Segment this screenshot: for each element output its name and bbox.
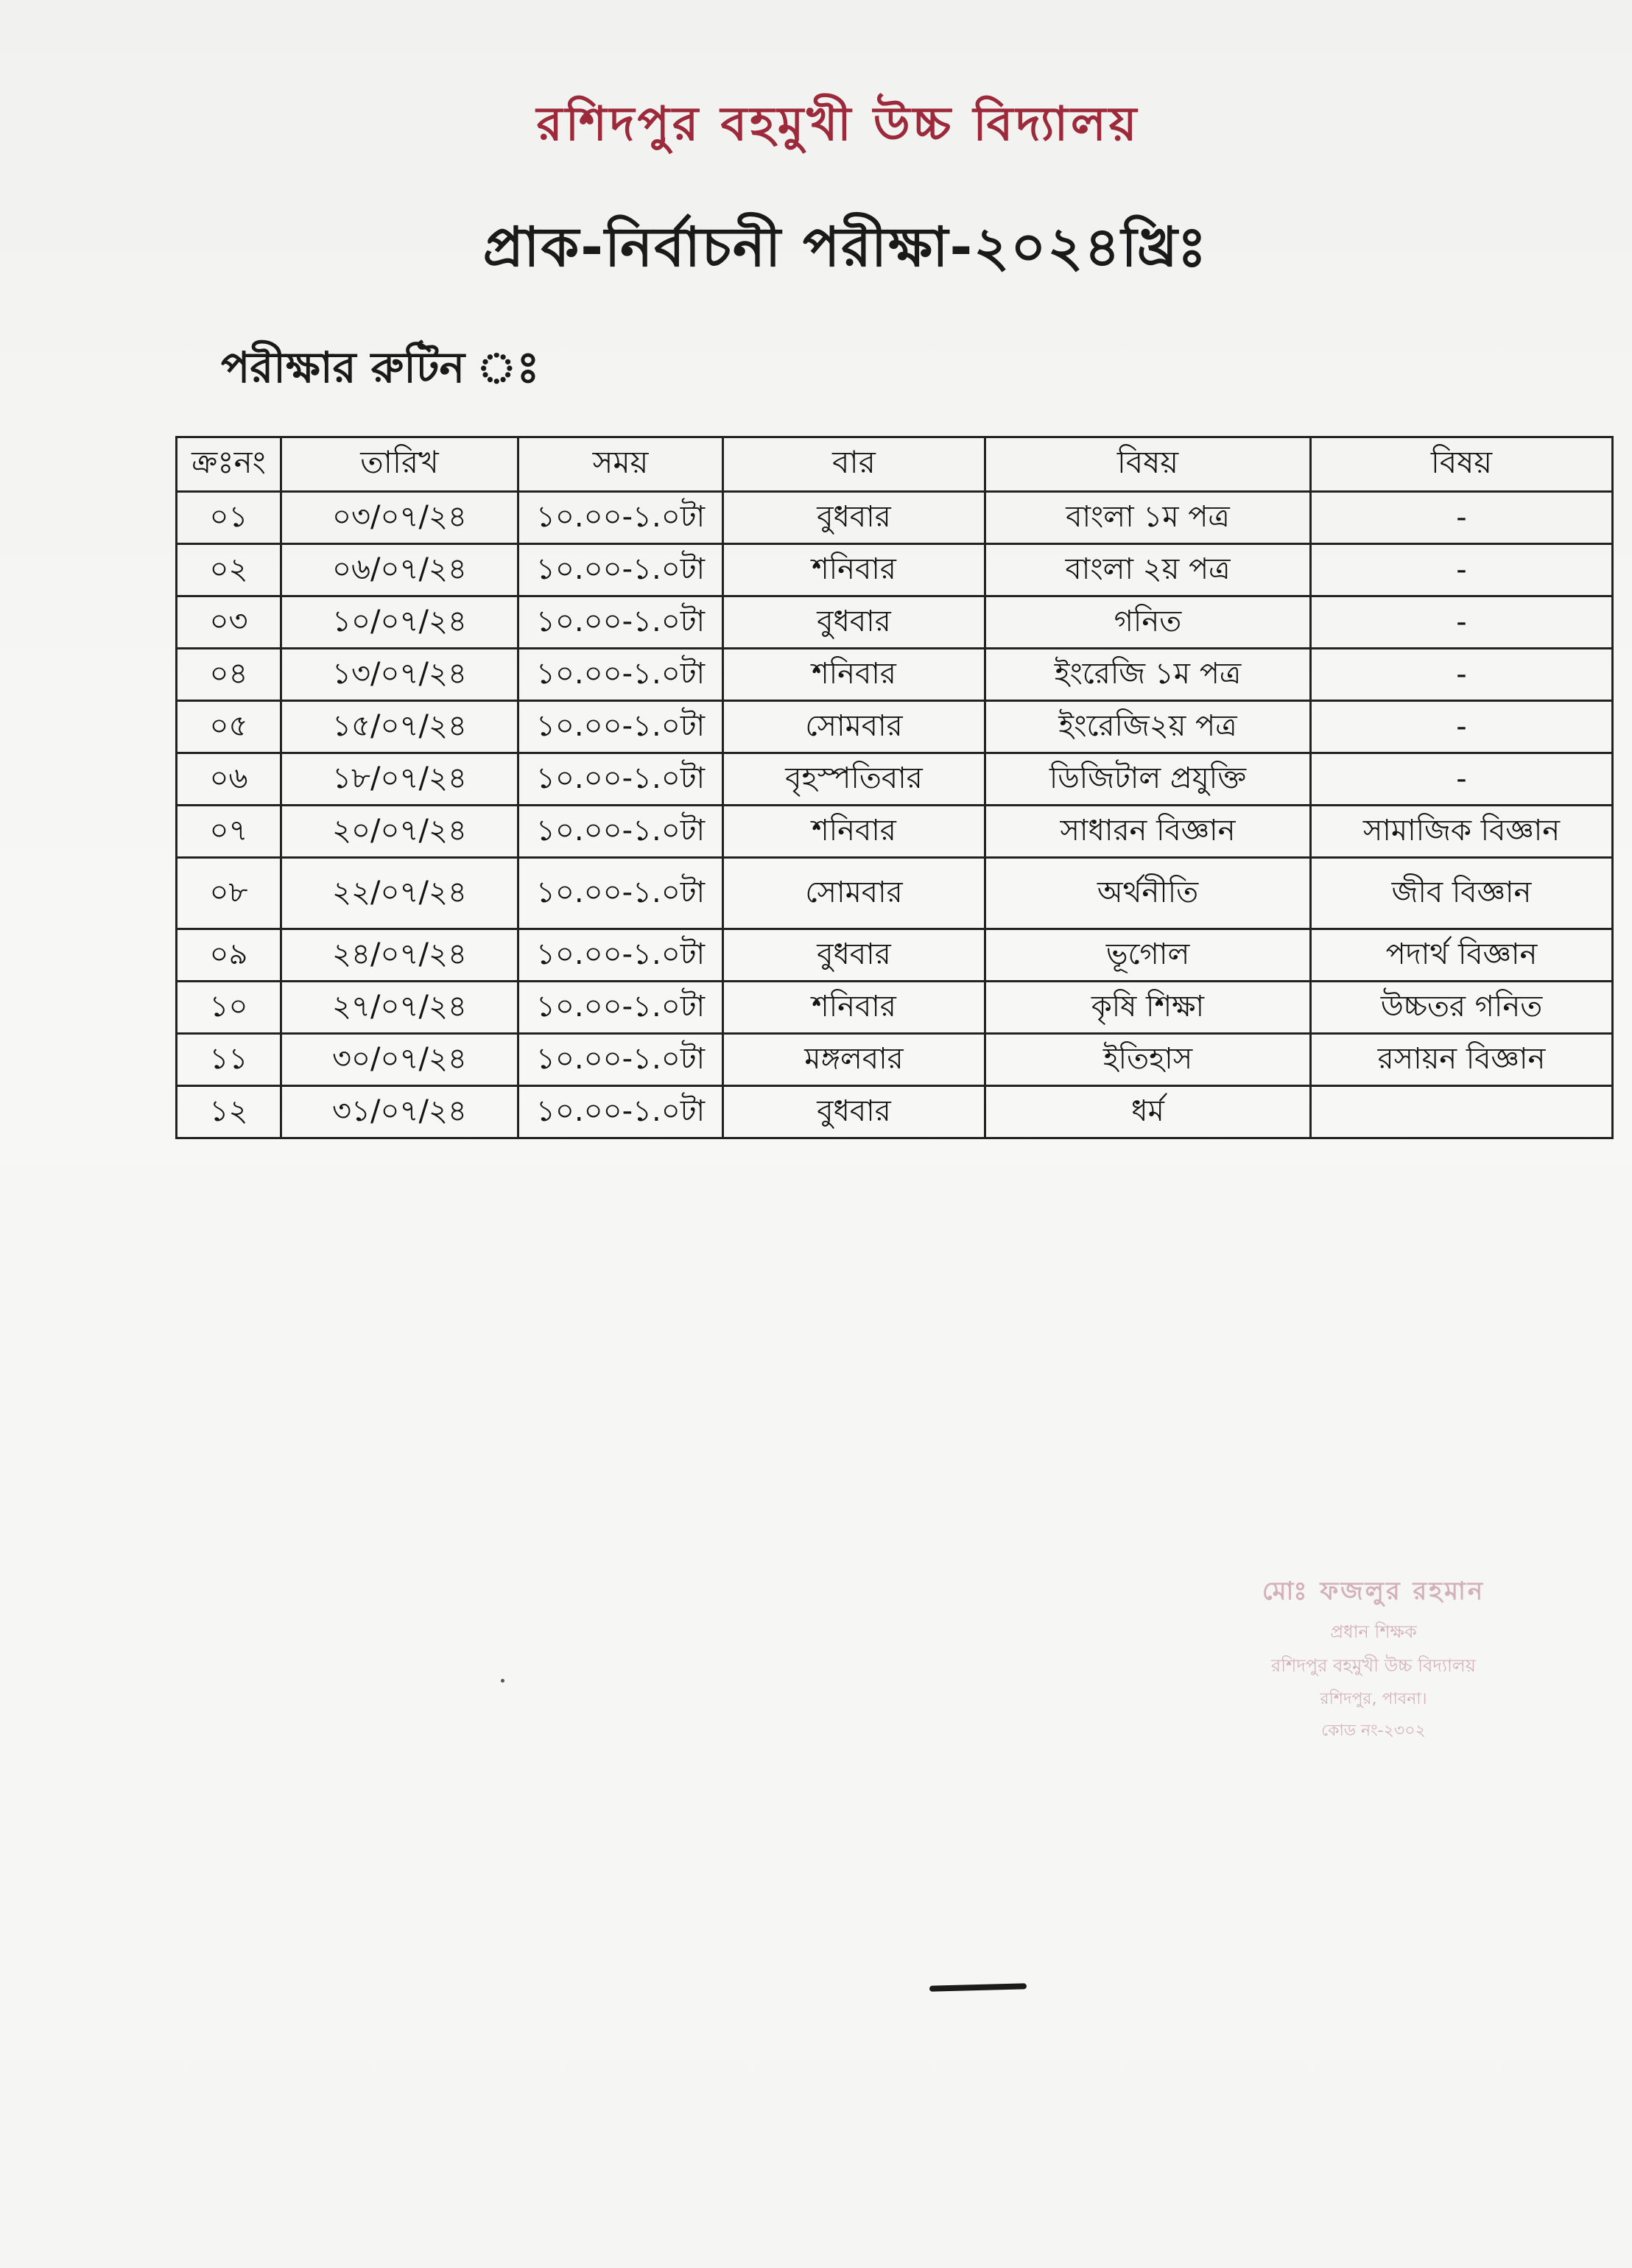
cell-subject-2: জীব বিজ্ঞান [1311,858,1613,929]
cell-subject-1: কৃষি শিক্ষা [985,982,1311,1034]
cell-serial: ০৭ [177,806,281,858]
cell-serial: ১১ [177,1034,281,1086]
table-row [177,701,1613,753]
school-name: রশিদপুর বহমুখী উচ্চ বিদ্যালয় [536,97,1140,152]
cell-subject-2: রসায়ন বিজ্ঞান [1311,1034,1613,1086]
cell-serial: ০৮ [177,858,281,929]
exam-title: প্রাক-নির্বাচনী পরীক্ষা-২০২৪খ্রিঃ [482,216,1209,279]
cell-day: বুধবার [723,929,985,982]
header-day: বার [723,437,985,492]
cell-time: ১০.০০-১.০টা [518,544,723,596]
table-row [177,753,1613,806]
table-row [177,858,1613,929]
cell-day: বৃহস্পতিবার [723,753,985,806]
cell-subject-2: সামাজিক বিজ্ঞান [1311,806,1613,858]
cell-day: বুধবার [723,596,985,649]
cell-time: ১০.০০-১.০টা [518,649,723,701]
cell-date: ০৩/০৭/২৪ [281,492,518,544]
cell-serial: ১০ [177,982,281,1034]
header-serial: ক্রঃনং [177,437,281,492]
cell-day: বুধবার [723,492,985,544]
cell-day: শনিবার [723,806,985,858]
cell-date: ৩১/০৭/২৪ [281,1086,518,1138]
cell-subject-1: সাধারন বিজ্ঞান [985,806,1311,858]
cell-subject-1: গনিত [985,596,1311,649]
cell-date: ১৮/০৭/২৪ [281,753,518,806]
cell-serial: ০১ [177,492,281,544]
cell-subject-2: - [1311,649,1613,701]
table-row [177,806,1613,858]
cell-day: শনিবার [723,544,985,596]
cell-date: ৩০/০৭/২৪ [281,1034,518,1086]
cell-date: ২২/০৭/২৪ [281,858,518,929]
table-row [177,1086,1613,1138]
cell-day: সোমবার [723,701,985,753]
cell-time: ১০.০০-১.০টা [518,858,723,929]
cell-serial: ০৬ [177,753,281,806]
cell-serial: ১২ [177,1086,281,1138]
table-row [177,649,1613,701]
cell-subject-1: ইংরেজি ১ম পত্র [985,649,1311,701]
seal-code: কোড নং-২৩০২ [1321,1722,1426,1740]
table-row [177,929,1613,982]
cell-date: ০৬/০৭/২৪ [281,544,518,596]
headmaster-seal [1200,1572,1547,1745]
cell-date: ১০/০৭/২৪ [281,596,518,649]
cell-day: শনিবার [723,982,985,1034]
table-row [177,544,1613,596]
header-subject-2: বিষয় [1311,437,1613,492]
cell-subject-1: অর্থনীতি [985,858,1311,929]
cell-subject-2: পদার্থ বিজ্ঞান [1311,929,1613,982]
cell-subject-1: ইতিহাস [985,1034,1311,1086]
cell-day: সোমবার [723,858,985,929]
seal-designation: প্রধান শিক্ষক [1330,1621,1417,1642]
page-end-dash [929,1983,1027,1991]
cell-date: ১৫/০৭/২৪ [281,701,518,753]
cell-serial: ০৯ [177,929,281,982]
cell-date: ২০/০৭/২৪ [281,806,518,858]
cell-serial: ০৪ [177,649,281,701]
cell-day: বুধবার [723,1086,985,1138]
cell-time: ১০.০০-১.০টা [518,806,723,858]
cell-time: ১০.০০-১.০টা [518,701,723,753]
cell-time: ১০.০০-১.০টা [518,982,723,1034]
cell-date: ২৪/০৭/২৪ [281,929,518,982]
header-subject-1: বিষয় [985,437,1311,492]
routine-label: পরীক্ষার রুটিন ঃ [221,342,540,392]
cell-subject-1: বাংলা ১ম পত্র [985,492,1311,544]
cell-subject-2 [1311,1086,1613,1138]
cell-subject-2: - [1311,753,1613,806]
cell-time: ১০.০০-১.০টা [518,492,723,544]
table-row [177,596,1613,649]
ink-speck [501,1679,504,1683]
cell-subject-2: - [1311,544,1613,596]
cell-date: ১৩/০৭/২৪ [281,649,518,701]
cell-subject-2: উচ্চতর গনিত [1311,982,1613,1034]
cell-day: মঙ্গলবার [723,1034,985,1086]
table-row [177,982,1613,1034]
cell-subject-1: ডিজিটাল প্রযুক্তি [985,753,1311,806]
cell-subject-2: - [1311,701,1613,753]
cell-time: ১০.০০-১.০টা [518,929,723,982]
cell-serial: ০৫ [177,701,281,753]
cell-serial: ০৩ [177,596,281,649]
seal-school: রশিদপুর বহমুখী উচ্চ বিদ্যালয় [1271,1655,1476,1676]
cell-serial: ০২ [177,544,281,596]
table-header-row [177,437,1613,492]
header-time: সময় [518,437,723,492]
cell-subject-1: ধর্ম [985,1086,1311,1138]
cell-date: ২৭/০৭/২৪ [281,982,518,1034]
table-row [177,1034,1613,1086]
exam-routine-table [175,436,1614,1139]
seal-name: মোঃ ফজলুর রহমান [1262,1577,1485,1606]
cell-time: ১০.০০-১.০টা [518,753,723,806]
cell-time: ১০.০০-১.০টা [518,1034,723,1086]
cell-subject-2: - [1311,492,1613,544]
cell-subject-1: ভূগোল [985,929,1311,982]
cell-subject-2: - [1311,596,1613,649]
cell-time: ১০.০০-১.০টা [518,1086,723,1138]
cell-subject-1: বাংলা ২য় পত্র [985,544,1311,596]
cell-time: ১০.০০-১.০টা [518,596,723,649]
cell-day: শনিবার [723,649,985,701]
table-row [177,492,1613,544]
cell-subject-1: ইংরেজি২য় পত্র [985,701,1311,753]
header-date: তারিখ [281,437,518,492]
seal-address: রশিদপুর, পাবনা। [1320,1690,1427,1708]
